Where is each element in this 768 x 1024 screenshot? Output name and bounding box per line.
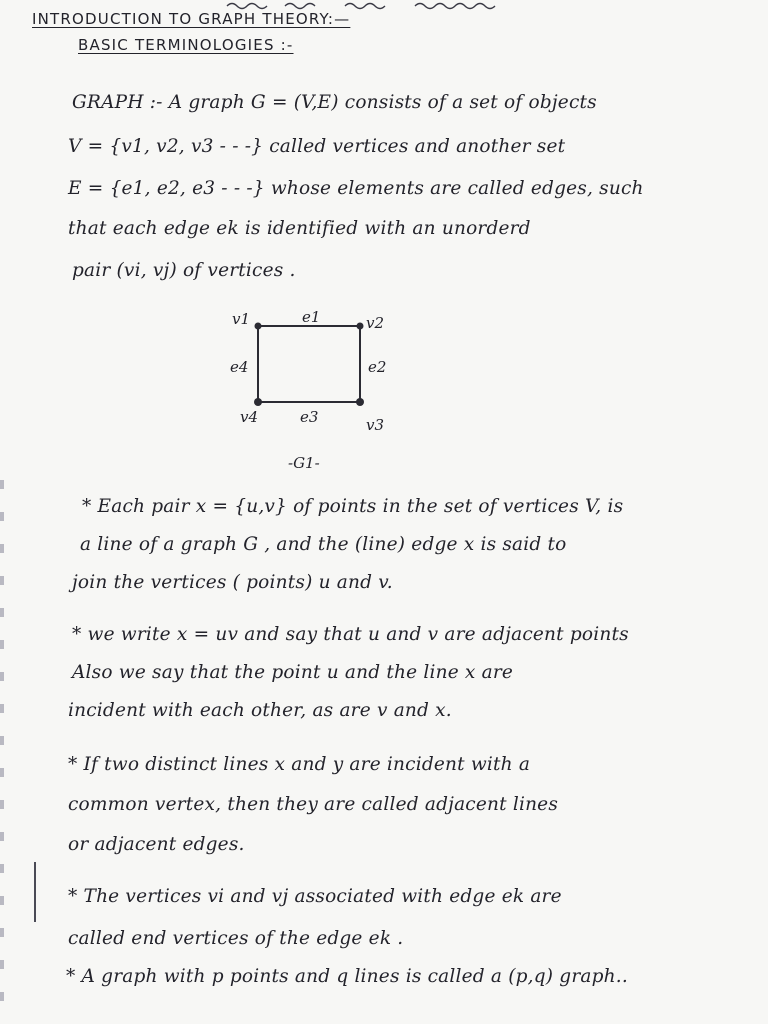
section-subtitle: BASIC TERMINOLOGIES :- xyxy=(78,36,294,54)
edge-label-e2: e2 xyxy=(368,358,387,376)
vertex-dot xyxy=(255,323,262,330)
definition-line: that each edge ek is identified with an unorderd xyxy=(68,218,531,239)
vertex-label-v3: v3 xyxy=(366,416,385,434)
graph-diagram xyxy=(220,300,420,475)
vertex-dot xyxy=(357,323,364,330)
binding-hole xyxy=(0,480,4,489)
binding-hole xyxy=(0,960,4,969)
note-line: * The vertices vi and vj associated with edge ek are xyxy=(68,886,562,907)
diagram-caption: -G1- xyxy=(288,454,320,472)
definition-line: pair (vi, vj) of vertices . xyxy=(72,260,296,281)
binding-hole xyxy=(0,736,4,745)
vertex-dot xyxy=(254,398,262,406)
definition-line: V = {v1, v2, v3 - - -} called vertices and another set xyxy=(68,136,566,157)
note-line: Also we say that the point u and the line x are xyxy=(72,662,514,683)
note-line: * we write x = uv and say that u and v are adjacent points xyxy=(72,624,629,645)
binding-hole xyxy=(0,704,4,713)
vertex-dot xyxy=(356,398,364,406)
note-line: or adjacent edges. xyxy=(68,834,245,855)
edge-label-e1: e1 xyxy=(302,308,321,326)
binding-hole xyxy=(0,800,4,809)
margin-bar xyxy=(34,862,36,922)
binding-hole xyxy=(0,608,4,617)
binding-hole xyxy=(0,768,4,777)
note-line: called end vertices of the edge ek . xyxy=(68,928,404,949)
vertex-label-v4: v4 xyxy=(240,408,259,426)
note-line: incident with each other, as are v and x. xyxy=(68,700,452,721)
binding-hole xyxy=(0,992,4,1001)
binding-hole xyxy=(0,576,4,585)
binding-hole xyxy=(0,928,4,937)
note-line: * If two distinct lines x and y are incident with a xyxy=(68,754,531,775)
graph-edges xyxy=(258,326,360,402)
vertex-label-v1: v1 xyxy=(232,310,251,328)
binding-hole xyxy=(0,832,4,841)
binding-hole xyxy=(0,544,4,553)
edge-label-e4: e4 xyxy=(230,358,249,376)
binding-hole xyxy=(0,512,4,521)
vertex-label-v2: v2 xyxy=(366,314,385,332)
definition-line: GRAPH :- A graph G = (V,E) consists of a set of objects xyxy=(72,92,597,113)
note-line: join the vertices ( points) u and v. xyxy=(72,572,393,593)
binding-hole xyxy=(0,672,4,681)
binding-hole xyxy=(0,864,4,873)
binding-hole xyxy=(0,640,4,649)
note-line: common vertex, then they are called adjacent lines xyxy=(68,794,559,815)
note-line: * Each pair x = {u,v} of points in the set of vertices V, is xyxy=(82,496,624,517)
note-line: a line of a graph G , and the (line) edge x is said to xyxy=(80,534,567,555)
edge-label-e3: e3 xyxy=(300,408,319,426)
note-line: * A graph with p points and q lines is called a (p,q) graph.. xyxy=(66,966,628,987)
definition-line: E = {e1, e2, e3 - - -} whose elements are called edges, such xyxy=(68,178,644,199)
page-title: INTRODUCTION TO GRAPH THEORY:— xyxy=(32,10,351,28)
binding-hole xyxy=(0,896,4,905)
